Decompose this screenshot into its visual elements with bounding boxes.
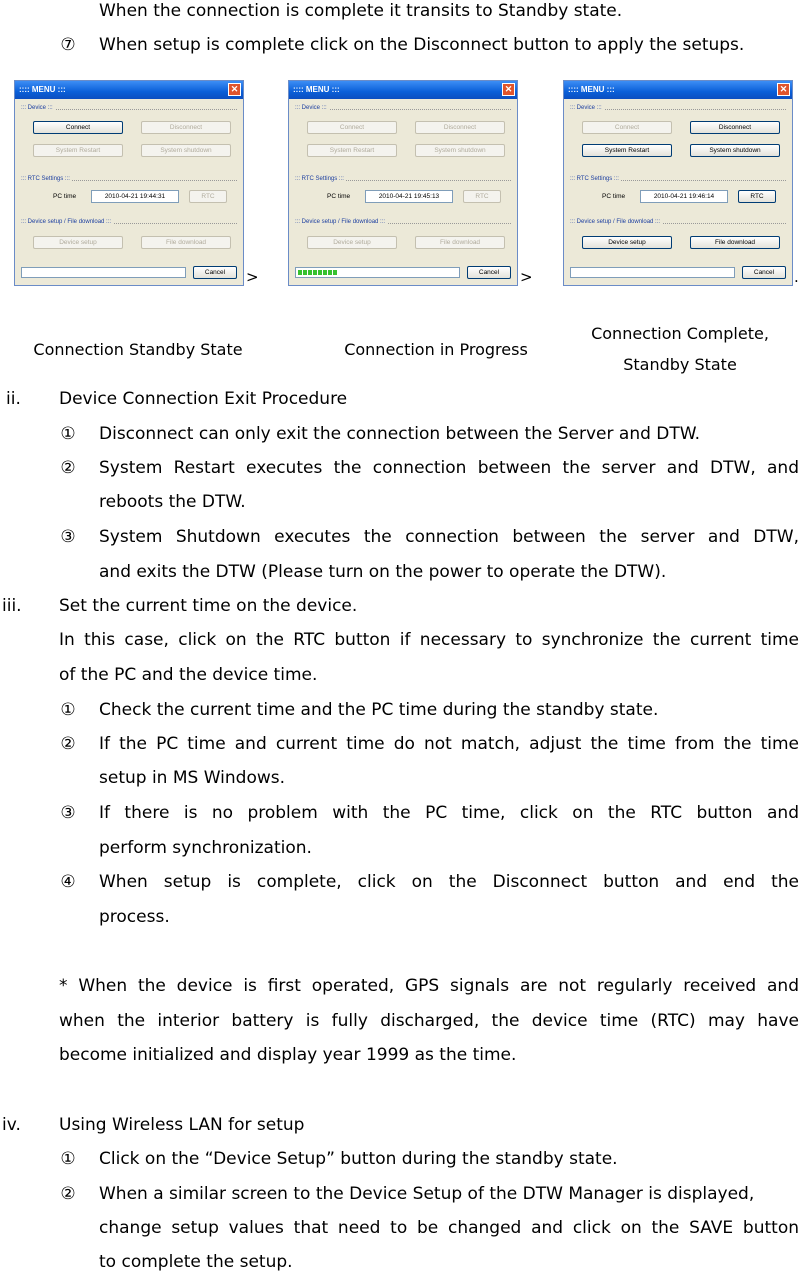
rtc-button[interactable]: RTC bbox=[189, 190, 227, 203]
section-number: iii. bbox=[2, 596, 22, 616]
pc-time-field[interactable]: 2010-04-21 19:46:14 bbox=[640, 190, 728, 203]
item-number: ② bbox=[60, 458, 76, 478]
menu-window-progress bbox=[288, 80, 518, 286]
list-item-cont: reboots the DTW. bbox=[99, 492, 246, 512]
arrow-mark: > bbox=[246, 268, 259, 286]
system-shutdown-button[interactable]: System shutdown bbox=[141, 144, 231, 157]
item-number: ④ bbox=[60, 872, 76, 892]
cancel-button[interactable]: Cancel bbox=[193, 266, 237, 279]
list-item-cont: setup in MS Windows. bbox=[99, 768, 286, 788]
intro-line: When the connection is complete it transits to Standby state. bbox=[99, 1, 623, 21]
setup-group: ::: Device setup / File download ::: bbox=[21, 219, 237, 225]
section-number: iv. bbox=[2, 1115, 21, 1135]
item-number: ③ bbox=[60, 803, 76, 823]
caption-standby: Connection Standby State bbox=[33, 340, 243, 359]
file-download-button[interactable]: File download bbox=[690, 236, 780, 249]
list-item: System Shutdown executes the connection between the server and DTW, bbox=[99, 527, 799, 547]
rtc-button[interactable]: RTC bbox=[463, 190, 501, 203]
item-number: ① bbox=[60, 1149, 76, 1169]
device-setup-button[interactable]: Device setup bbox=[307, 236, 397, 249]
disconnect-button[interactable]: Disconnect bbox=[141, 121, 231, 134]
menu-window-standby bbox=[14, 80, 244, 286]
pc-time-label: PC time bbox=[602, 193, 626, 200]
item-number: ② bbox=[60, 1184, 76, 1204]
progress-bar bbox=[21, 267, 186, 278]
list-item-cont: process. bbox=[99, 907, 170, 927]
caption-complete-line2: Standby State bbox=[623, 355, 737, 374]
list-item-cont: and exits the DTW (Please turn on the power to operate the DTW). bbox=[99, 562, 667, 582]
progress-fill bbox=[298, 270, 338, 275]
list-item: If the PC time and current time do not match, adjust the time from the time bbox=[99, 734, 799, 754]
device-group: ::: Device ::: bbox=[21, 105, 237, 111]
list-item: System Restart executes the connection between the server and DTW, and bbox=[99, 458, 799, 478]
list-item: If there is no problem with the PC time, click on the RTC button and bbox=[99, 803, 799, 823]
note-line: * When the device is first operated, GPS signals are not regularly received and bbox=[59, 976, 799, 996]
intro-item-7: When setup is complete click on the Disconnect button to apply the setups. bbox=[99, 35, 745, 55]
system-shutdown-button[interactable]: System shutdown bbox=[690, 144, 780, 157]
system-restart-button[interactable]: System Restart bbox=[582, 144, 672, 157]
list-item-cont: change setup values that need to be changed and click on the SAVE button bbox=[99, 1218, 799, 1238]
rtc-group: ::: RTC Settings ::: bbox=[570, 176, 786, 182]
paragraph-line: of the PC and the device time. bbox=[59, 665, 318, 685]
close-icon[interactable]: ✕ bbox=[777, 83, 790, 96]
caption-progress: Connection in Progress bbox=[344, 340, 528, 359]
section-title: Device Connection Exit Procedure bbox=[59, 389, 348, 409]
progress-bar bbox=[570, 267, 735, 278]
setup-group: ::: Device setup / File download ::: bbox=[295, 219, 511, 225]
end-mark: . bbox=[794, 268, 799, 286]
disconnect-button[interactable]: Disconnect bbox=[690, 121, 780, 134]
window-title: :::: MENU ::: bbox=[568, 85, 615, 94]
arrow-mark: > bbox=[520, 268, 533, 286]
cancel-button[interactable]: Cancel bbox=[742, 266, 786, 279]
title-bar bbox=[289, 81, 517, 99]
system-shutdown-button[interactable]: System shutdown bbox=[415, 144, 505, 157]
item-number: ③ bbox=[60, 527, 76, 547]
pc-time-label: PC time bbox=[327, 193, 351, 200]
connect-button[interactable]: Connect bbox=[582, 121, 672, 134]
note-line: become initialized and display year 1999 as the time. bbox=[59, 1045, 517, 1065]
rtc-group: ::: RTC Settings ::: bbox=[295, 176, 511, 182]
list-item: Click on the “Device Setup” button during the standby state. bbox=[99, 1149, 618, 1169]
section-title: Using Wireless LAN for setup bbox=[59, 1115, 305, 1135]
pc-time-field[interactable]: 2010-04-21 19:44:31 bbox=[91, 190, 179, 203]
list-item: When a similar screen to the Device Setup of the DTW Manager is displayed, bbox=[99, 1184, 755, 1204]
list-item: Check the current time and the PC time during the standby state. bbox=[99, 700, 659, 720]
file-download-button[interactable]: File download bbox=[141, 236, 231, 249]
list-item: Disconnect can only exit the connection between the Server and DTW. bbox=[99, 424, 701, 444]
window-title: :::: MENU ::: bbox=[293, 85, 340, 94]
list-item-cont: perform synchronization. bbox=[99, 838, 312, 858]
close-icon[interactable]: ✕ bbox=[228, 83, 241, 96]
connect-button[interactable]: Connect bbox=[307, 121, 397, 134]
device-group: ::: Device ::: bbox=[295, 105, 511, 111]
system-restart-button[interactable]: System Restart bbox=[307, 144, 397, 157]
item-number: ② bbox=[60, 734, 76, 754]
paragraph-line: In this case, click on the RTC button if necessary to synchronize the current time bbox=[59, 630, 799, 650]
item-number: ① bbox=[60, 700, 76, 720]
note-line: when the interior battery is fully discharged, the device time (RTC) may have bbox=[59, 1011, 799, 1031]
caption-complete-line1: Connection Complete, bbox=[591, 324, 769, 343]
rtc-group: ::: RTC Settings ::: bbox=[21, 176, 237, 182]
disconnect-button[interactable]: Disconnect bbox=[415, 121, 505, 134]
item-number: ① bbox=[60, 424, 76, 444]
pc-time-label: PC time bbox=[53, 193, 77, 200]
system-restart-button[interactable]: System Restart bbox=[33, 144, 123, 157]
setup-group: ::: Device setup / File download ::: bbox=[570, 219, 786, 225]
list-item: When setup is complete, click on the Disconnect button and end the bbox=[99, 872, 799, 892]
connect-button[interactable]: Connect bbox=[33, 121, 123, 134]
item-number: ⑦ bbox=[60, 35, 76, 55]
cancel-button[interactable]: Cancel bbox=[467, 266, 511, 279]
title-bar bbox=[15, 81, 243, 99]
rtc-button[interactable]: RTC bbox=[738, 190, 776, 203]
menu-window-complete bbox=[563, 80, 793, 286]
device-group: ::: Device ::: bbox=[570, 105, 786, 111]
device-setup-button[interactable]: Device setup bbox=[582, 236, 672, 249]
section-title: Set the current time on the device. bbox=[59, 596, 358, 616]
close-icon[interactable]: ✕ bbox=[502, 83, 515, 96]
progress-bar bbox=[295, 267, 460, 278]
device-setup-button[interactable]: Device setup bbox=[33, 236, 123, 249]
window-title: :::: MENU ::: bbox=[19, 85, 66, 94]
section-number: ii. bbox=[6, 389, 21, 409]
list-item-cont: to complete the setup. bbox=[99, 1252, 293, 1272]
title-bar bbox=[564, 81, 792, 99]
pc-time-field[interactable]: 2010-04-21 19:45:13 bbox=[365, 190, 453, 203]
file-download-button[interactable]: File download bbox=[415, 236, 505, 249]
